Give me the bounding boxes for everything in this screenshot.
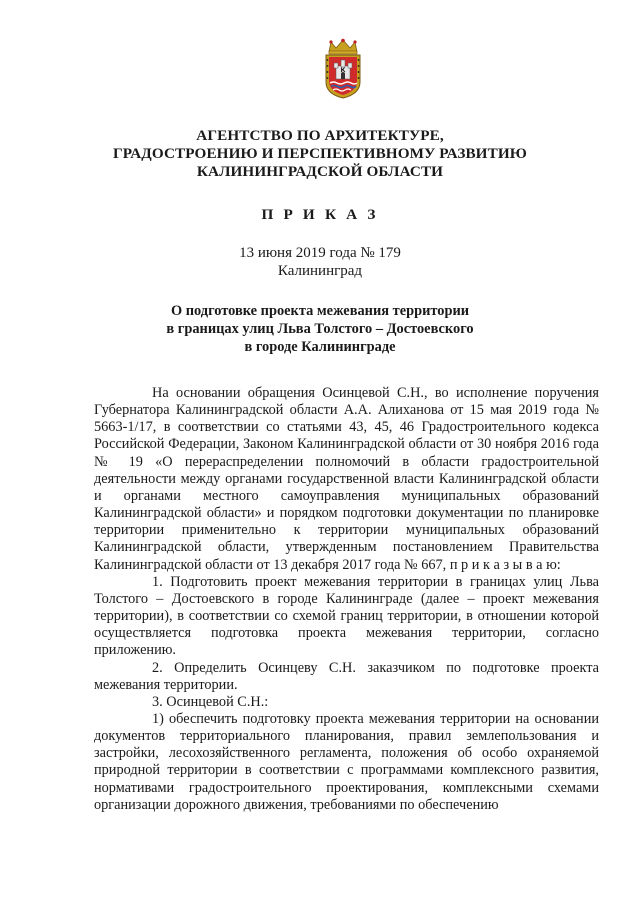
subject-line-3: в городе Калининграде <box>244 339 396 355</box>
coat-of-arms-icon <box>321 38 365 100</box>
date-and-number <box>0 244 640 280</box>
document-type-title: П Р И К А З <box>261 206 379 223</box>
agency-line-2: ГРАДОСТРОЕНИЮ И ПЕРСПЕКТИВНОМУ РАЗВИТИЮ <box>113 145 527 162</box>
date-line: 13 июня 2019 года № 179 <box>239 245 401 261</box>
subject-line-2: в границах улиц Льва Толстого – Достоевского <box>166 321 474 337</box>
item-2-paragraph: 2. Определить Осинцеву С.Н. заказчиком по подготовке проекта межевания территории. <box>94 659 599 693</box>
agency-name <box>60 127 580 181</box>
agency-line-1: АГЕНТСТВО ПО АРХИТЕКТУРЕ, <box>196 127 444 144</box>
agency-line-3: КАЛИНИНГРАДСКОЙ ОБЛАСТИ <box>196 163 444 180</box>
document-body <box>94 385 599 814</box>
item-1-paragraph: 1. Подготовить проект межевания территории в границах улиц Льва Толстого – Достоевского в городе Калининграде (далее – проект межевания территории), в соответствии со схемой границ территории, в отношении которой осуществляется подготовка проекта межевания территории, согласно приложению. <box>94 573 599 659</box>
item-3-paragraph: 3. Осинцевой С.Н.: <box>152 693 269 710</box>
city-line: Калининград <box>277 263 363 279</box>
subject-line-1: О подготовке проекта межевания территории <box>170 303 470 319</box>
svg-text:К: К <box>340 67 346 74</box>
preamble-paragraph: На основании обращения Осинцевой С.Н., во исполнение поручения Губернатора Калининградской области А.А. Алиханова от 15 мая 2019 года № 5663-1/17, в соответствии со статьями 43, 45, 46 Градостроительного кодекса Российской Федерации, Законом Калининградской области от 30 ноября 2016 года № 19 «О перераспределении полномочий в области градостроительной деятельности между органами государственной власти Калининградской области и органами местного самоуправления муниципальных образований Калининградской области» и порядком подготовки документации по планировке территории применительно к территории муниципальных образований Калининградской области, утвержденным постановлением Правительства Калининградской области от 13 декабря 2017 года № 667, п р и к а з ы в а ю: <box>94 385 599 573</box>
item-3-1-paragraph: 1) обеспечить подготовку проекта межевания территории на основании документов территориального планирования, правил землепользования и застройки, лесохозяйственного регламента, положения об особо охраняемой природной территории в соответствии с программами комплексного развития, нормативами градостроительного проектирования, комплексными схемами организации дорожного движения, требованиями по обеспечению <box>94 710 599 813</box>
document-subject <box>60 302 580 356</box>
